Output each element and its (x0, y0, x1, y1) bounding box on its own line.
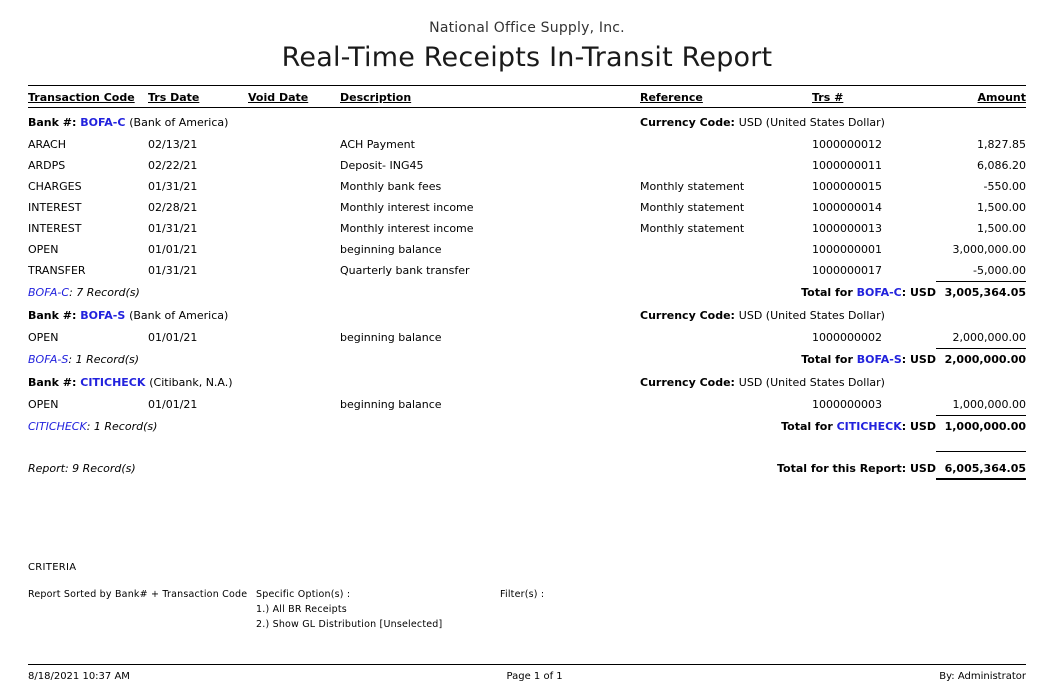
total-for-code: CITICHECK (836, 419, 902, 433)
cell-reference: Monthly statement (640, 222, 745, 235)
total-for-code: BOFA-C (856, 285, 902, 299)
cell-amount: -550.00 (983, 180, 1026, 193)
column-header-trs-num: Trs # (812, 86, 936, 108)
bank-record-count-value: 7 Record(s) (76, 285, 140, 299)
cell-amount: 1,000,000.00 (952, 398, 1026, 411)
cell-trs-date: 01/31/21 (148, 222, 198, 235)
cell-reference (640, 239, 812, 260)
bank-record-count: BOFA-S: 1 Record(s) (28, 352, 140, 366)
table-row (28, 394, 1026, 416)
cell-reference: Monthly statement (640, 201, 745, 214)
cell-transaction-code: TRANSFER (28, 264, 86, 277)
bank-record-count: CITICHECK: 1 Record(s) (28, 419, 158, 433)
cell-transaction-code: OPEN (28, 398, 59, 411)
currency-code-label: Currency Code: (640, 376, 735, 389)
spacer-row (28, 435, 1026, 452)
cell-trs-num: 1000000013 (812, 222, 882, 235)
report-record-count: Report: 9 Record(s) (28, 461, 136, 475)
cell-void-date (248, 176, 340, 197)
cell-description: ACH Payment (340, 138, 415, 151)
bank-total-label: Total for BOFA-S: USD (801, 352, 936, 366)
bank-prefix: Bank #: (28, 376, 77, 389)
cell-transaction-code: OPEN (28, 243, 59, 256)
column-header-description: Description (340, 86, 640, 108)
cell-transaction-code: ARACH (28, 138, 67, 151)
currency-code-value: USD (United States Dollar) (738, 116, 885, 129)
total-currency: USD (910, 352, 936, 366)
cell-amount: 1,500.00 (977, 222, 1026, 235)
bank-record-count-code: BOFA-S (28, 352, 69, 366)
cell-description: Monthly interest income (340, 201, 474, 214)
column-header-transaction-code: Transaction Code (28, 86, 148, 108)
cell-reference (640, 394, 812, 416)
cell-transaction-code: CHARGES (28, 180, 82, 193)
report-total-amount: 6,005,364.05 (936, 452, 1026, 479)
bank-subtotal-row (28, 282, 1026, 302)
currency-code-label: Currency Code: (640, 116, 735, 129)
bank-record-count-code: CITICHECK (28, 419, 87, 433)
bank-name: (Bank of America) (129, 116, 229, 129)
cell-trs-date: 01/31/21 (148, 264, 198, 277)
bank-record-count-code: BOFA-C (28, 285, 70, 299)
table-header (28, 86, 1026, 108)
cell-trs-date: 01/01/21 (148, 398, 198, 411)
bank-group-header (28, 108, 1026, 135)
cell-amount: 6,086.20 (977, 159, 1026, 172)
criteria-option-item: 2.) Show GL Distribution [Unselected] (256, 619, 443, 630)
cell-trs-date: 02/22/21 (148, 159, 198, 172)
cell-description: Monthly bank fees (340, 180, 442, 193)
page-footer (28, 664, 1026, 686)
currency-code-value: USD (United States Dollar) (738, 376, 885, 389)
company-name: National Office Supply, Inc. (429, 20, 625, 36)
cell-amount: 1,500.00 (977, 201, 1026, 214)
cell-reference: Monthly statement (640, 180, 745, 193)
bank-record-count-value: 1 Record(s) (93, 419, 158, 433)
bank-currency (640, 301, 1026, 327)
criteria-section (28, 562, 1026, 630)
criteria-options-label: Specific Option(s) : (256, 589, 351, 600)
bank-name: (Citibank, N.A.) (149, 376, 233, 389)
cell-trs-date: 02/28/21 (148, 201, 198, 214)
bank-prefix: Bank #: (28, 116, 77, 129)
cell-void-date (248, 197, 340, 218)
total-for-text: Total for (801, 285, 853, 299)
column-header-trs-date: Trs Date (148, 86, 248, 108)
table-row (28, 218, 1026, 239)
bank-code: BOFA-S (80, 309, 126, 322)
criteria-options (256, 589, 506, 630)
report-total-text: Total for this Report: (776, 461, 907, 475)
bank-subtotal-row (28, 416, 1026, 436)
bank-code: BOFA-C (80, 116, 126, 129)
total-for-text: Total for (801, 352, 853, 366)
cell-void-date (248, 239, 340, 260)
criteria-title: CRITERIA (28, 562, 77, 573)
cell-reference (640, 327, 812, 349)
report-total-currency: USD (910, 461, 936, 475)
cell-transaction-code: INTEREST (28, 201, 82, 214)
bank-group-header (28, 368, 1026, 394)
bank-name: (Bank of America) (129, 309, 229, 322)
cell-description: Quarterly bank transfer (340, 264, 470, 277)
currency-code-label: Currency Code: (640, 309, 735, 322)
cell-void-date (248, 134, 340, 155)
criteria-sort: Report Sorted by Bank# + Transaction Code (28, 589, 248, 600)
cell-transaction-code: ARDPS (28, 159, 66, 172)
cell-trs-num: 1000000002 (812, 331, 882, 344)
footer-divider (28, 664, 1026, 665)
cell-void-date (248, 327, 340, 349)
table-row (28, 260, 1026, 282)
bank-record-count-value: 1 Record(s) (75, 352, 140, 366)
table-row (28, 176, 1026, 197)
cell-trs-date: 02/13/21 (148, 138, 198, 151)
cell-description: Deposit- ING45 (340, 159, 424, 172)
cell-trs-num: 1000000003 (812, 398, 882, 411)
cell-trs-num: 1000000014 (812, 201, 882, 214)
cell-description: beginning balance (340, 398, 442, 411)
bank-label (28, 368, 640, 394)
cell-trs-num: 1000000001 (812, 243, 882, 256)
cell-description: beginning balance (340, 243, 442, 256)
bank-code: CITICHECK (80, 376, 146, 389)
cell-void-date (248, 218, 340, 239)
table-row (28, 155, 1026, 176)
bank-record-count: BOFA-C: 7 Record(s) (28, 285, 140, 299)
cell-trs-num: 1000000012 (812, 138, 882, 151)
bank-label (28, 301, 640, 327)
cell-reference (640, 155, 812, 176)
bank-total-amount: 2,000,000.00 (936, 349, 1026, 369)
cell-reference (640, 260, 812, 282)
currency-code-value: USD (United States Dollar) (738, 309, 885, 322)
table-row (28, 239, 1026, 260)
cell-trs-date: 01/01/21 (148, 331, 198, 344)
column-header-reference: Reference (640, 86, 812, 108)
total-currency: USD (910, 419, 936, 433)
cell-void-date (248, 394, 340, 416)
bank-total-amount: 1,000,000.00 (936, 416, 1026, 436)
column-header-void-date: Void Date (248, 86, 340, 108)
footer-author: By: Administrator (939, 671, 1026, 682)
cell-trs-date: 01/31/21 (148, 180, 198, 193)
bank-total-label: Total for BOFA-C: USD (801, 285, 936, 299)
cell-void-date (248, 260, 340, 282)
receipts-table (28, 86, 1026, 480)
cell-reference (640, 134, 812, 155)
total-for-text: Total for (781, 419, 833, 433)
footer-timestamp: 8/18/2021 10:37 AM (28, 671, 130, 682)
cell-description: beginning balance (340, 331, 442, 344)
column-header-amount: Amount (936, 86, 1026, 108)
criteria-filter-label: Filter(s) : (500, 589, 545, 600)
bank-total-amount: 3,005,364.05 (936, 282, 1026, 302)
bank-subtotal-row (28, 349, 1026, 369)
cell-void-date (248, 155, 340, 176)
cell-trs-num: 1000000017 (812, 264, 882, 277)
bank-label (28, 108, 640, 135)
report-total-label (640, 452, 936, 479)
page-title: Real-Time Receipts In-Transit Report (281, 42, 773, 73)
cell-trs-num: 1000000011 (812, 159, 882, 172)
cell-amount: 1,827.85 (977, 138, 1026, 151)
bank-prefix: Bank #: (28, 309, 77, 322)
footer-page-number: Page 1 of 1 (506, 671, 563, 682)
bank-currency (640, 108, 1026, 135)
cell-transaction-code: OPEN (28, 331, 59, 344)
table-row (28, 134, 1026, 155)
cell-trs-num: 1000000015 (812, 180, 882, 193)
total-for-code: BOFA-S (856, 352, 902, 366)
cell-amount: 3,000,000.00 (952, 243, 1026, 256)
table-row (28, 327, 1026, 349)
criteria-option-item: 1.) All BR Receipts (256, 604, 347, 615)
cell-trs-date: 01/01/21 (148, 243, 198, 256)
cell-description: Monthly interest income (340, 222, 474, 235)
report-total-row (28, 452, 1026, 479)
cell-transaction-code: INTEREST (28, 222, 82, 235)
table-row (28, 197, 1026, 218)
bank-currency (640, 368, 1026, 394)
total-currency: USD (910, 285, 936, 299)
bank-total-label: Total for CITICHECK: USD (781, 419, 936, 433)
cell-amount: 2,000,000.00 (952, 331, 1026, 344)
bank-group-header (28, 301, 1026, 327)
cell-amount: -5,000.00 (973, 264, 1026, 277)
